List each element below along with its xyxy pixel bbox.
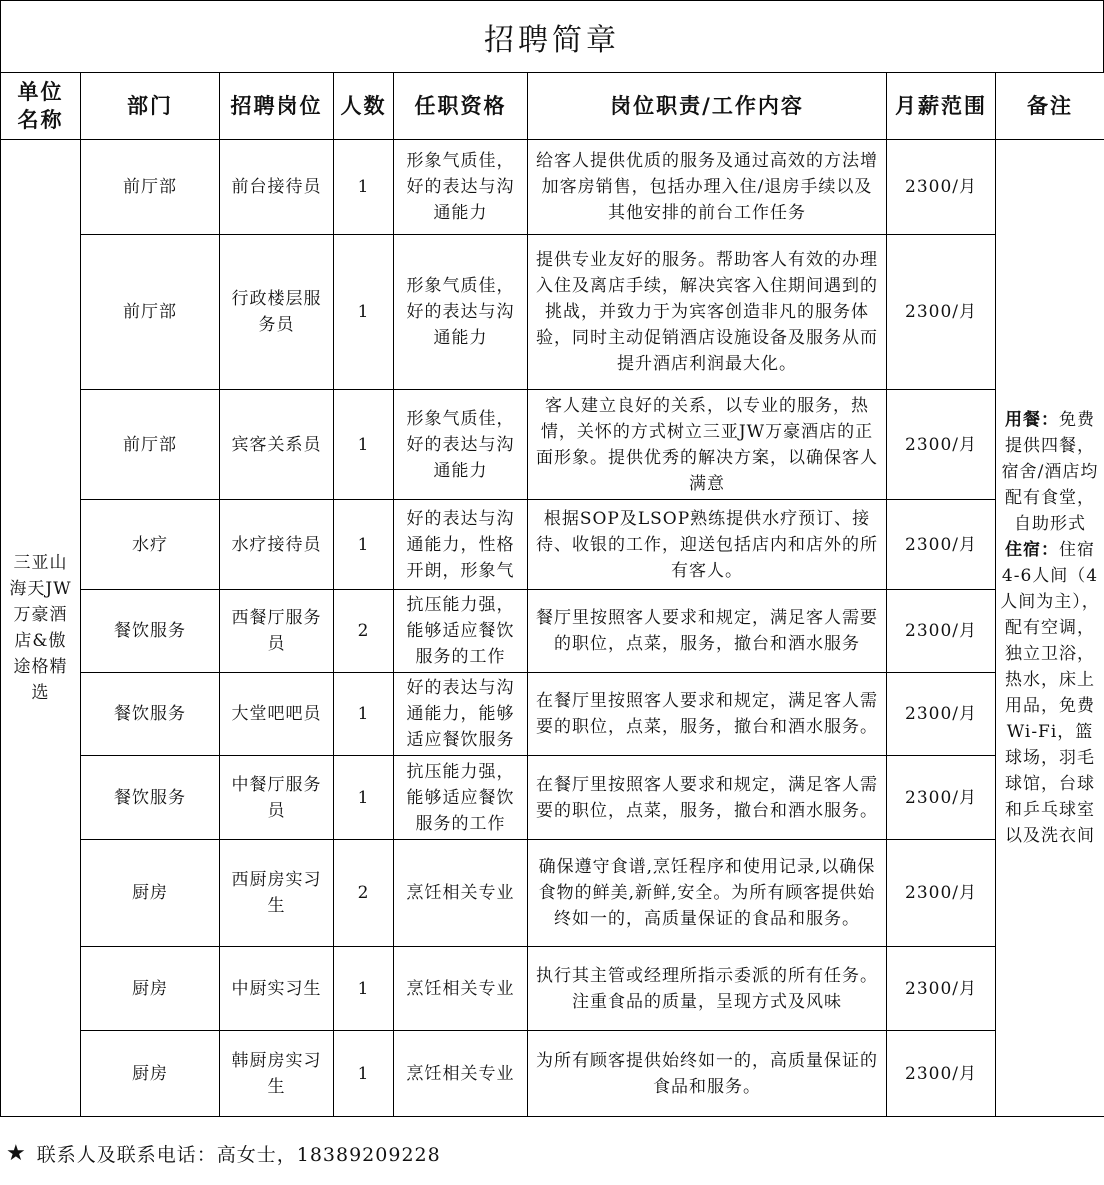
table-row bbox=[1, 947, 1104, 1031]
position-cell: 中厨实习生 bbox=[220, 947, 334, 1031]
job-table bbox=[0, 72, 1104, 1117]
contact-text: 联系人及联系电话：高女士，18389209228 bbox=[36, 1144, 441, 1166]
salary-cell: 2300/月 bbox=[887, 235, 996, 390]
table-row bbox=[1, 500, 1104, 590]
position-cell: 中餐厅服务员 bbox=[220, 756, 334, 840]
table-row bbox=[1, 140, 1104, 235]
position-cell: 大堂吧吧员 bbox=[220, 673, 334, 756]
position-cell: 前台接待员 bbox=[220, 140, 334, 235]
duties-cell: 在餐厅里按照客人要求和规定，满足客人需要的职位，点菜，服务，撤台和酒水服务。 bbox=[528, 673, 887, 756]
table-row bbox=[1, 756, 1104, 840]
notes-cell bbox=[996, 140, 1104, 1117]
header-unit: 单位名称 bbox=[1, 73, 81, 140]
unit-name-cell: 三亚山海天JW万豪酒店&傲途格精选 bbox=[1, 140, 81, 1117]
table-row bbox=[1, 840, 1104, 947]
position-cell: 宾客关系员 bbox=[220, 390, 334, 500]
salary-cell: 2300/月 bbox=[887, 390, 996, 500]
dept-cell: 厨房 bbox=[81, 947, 220, 1031]
salary-cell: 2300/月 bbox=[887, 140, 996, 235]
header-salary: 月薪范围 bbox=[887, 73, 996, 140]
dept-cell: 餐饮服务 bbox=[81, 590, 220, 673]
count-cell: 1 bbox=[334, 947, 394, 1031]
qualification-text: 好的表达与沟通能力，性格开朗，形象气 bbox=[406, 508, 515, 581]
dept-cell: 前厅部 bbox=[81, 140, 220, 235]
dept-cell: 餐饮服务 bbox=[81, 756, 220, 840]
notes-meal-label: 用餐： bbox=[1005, 410, 1059, 430]
salary-cell: 2300/月 bbox=[887, 1031, 996, 1117]
table-row bbox=[1, 673, 1104, 756]
count-cell: 2 bbox=[334, 590, 394, 673]
header-qualification: 任职资格 bbox=[394, 73, 528, 140]
count-cell: 2 bbox=[334, 840, 394, 947]
salary-cell: 2300/月 bbox=[887, 673, 996, 756]
star-icon: ★ bbox=[6, 1141, 27, 1166]
header-dept: 部门 bbox=[81, 73, 220, 140]
count-cell: 1 bbox=[334, 500, 394, 590]
page-title: 招聘简章 bbox=[0, 0, 1104, 72]
position-cell: 水疗接待员 bbox=[220, 500, 334, 590]
dept-cell: 前厅部 bbox=[81, 390, 220, 500]
count-cell: 1 bbox=[334, 673, 394, 756]
qualification-cell: 烹饪相关专业 bbox=[394, 1031, 528, 1117]
contact-footer bbox=[6, 1140, 441, 1167]
qualification-cell: 烹饪相关专业 bbox=[394, 947, 528, 1031]
table-row bbox=[1, 235, 1104, 390]
duties-cell: 在餐厅里按照客人要求和规定，满足客人需要的职位，点菜，服务，撤台和酒水服务。 bbox=[528, 756, 887, 840]
duties-cell: 给客人提供优质的服务及通过高效的方法增加客房销售，包括办理入住/退房手续以及其他安排的前台工作任务 bbox=[528, 140, 887, 235]
salary-cell: 2300/月 bbox=[887, 756, 996, 840]
qualification-cell: 形象气质佳，好的表达与沟通能力 bbox=[394, 390, 528, 500]
count-cell: 1 bbox=[334, 390, 394, 500]
header-row bbox=[1, 73, 1104, 140]
qualification-cell bbox=[394, 500, 528, 590]
qualification-cell: 烹饪相关专业 bbox=[394, 840, 528, 947]
duties-cell: 餐厅里按照客人要求和规定，满足客人需要的职位，点菜，服务，撤台和酒水服务 bbox=[528, 590, 887, 673]
dept-cell: 厨房 bbox=[81, 840, 220, 947]
salary-cell: 2300/月 bbox=[887, 840, 996, 947]
qualification-cell: 抗压能力强，能够适应餐饮服务的工作 bbox=[394, 756, 528, 840]
salary-cell: 2300/月 bbox=[887, 590, 996, 673]
notes-lodging-label: 住宿： bbox=[1005, 540, 1059, 560]
dept-cell: 餐饮服务 bbox=[81, 673, 220, 756]
dept-cell: 厨房 bbox=[81, 1031, 220, 1117]
count-cell: 1 bbox=[334, 235, 394, 390]
table-row bbox=[1, 390, 1104, 500]
dept-cell: 前厅部 bbox=[81, 235, 220, 390]
qualification-cell: 抗压能力强，能够适应餐饮服务的工作 bbox=[394, 590, 528, 673]
count-cell: 1 bbox=[334, 756, 394, 840]
count-cell: 1 bbox=[334, 140, 394, 235]
notes-meal-text: 免费提供四餐，宿舍/酒店均配有食堂，自助形式 bbox=[1001, 410, 1099, 534]
salary-cell: 2300/月 bbox=[887, 500, 996, 590]
duties-cell: 客人建立良好的关系，以专业的服务，热情，关怀的方式树立三亚JW万豪酒店的正面形象。提供优秀的解决方案，以确保客人满意 bbox=[528, 390, 887, 500]
duties-cell: 根据SOP及LSOP熟练提供水疗预订、接待、收银的工作，迎送包括店内和店外的所有客人。 bbox=[528, 500, 887, 590]
header-position: 招聘岗位 bbox=[220, 73, 334, 140]
duties-cell: 执行其主管或经理所指示委派的所有任务。注重食品的质量，呈现方式及风味 bbox=[528, 947, 887, 1031]
table-row bbox=[1, 590, 1104, 673]
header-duties: 岗位职责/工作内容 bbox=[528, 73, 887, 140]
qualification-cell: 好的表达与沟通能力，能够适应餐饮服务 bbox=[394, 673, 528, 756]
duties-cell: 提供专业友好的服务。帮助客人有效的办理入住及离店手续，解决宾客入住期间遇到的挑战，并致力于为宾客创造非凡的服务体验，同时主动促销酒店设施设备及服务从而提升酒店利润最大化。 bbox=[528, 235, 887, 390]
table-row bbox=[1, 1031, 1104, 1117]
position-cell: 西餐厅服务员 bbox=[220, 590, 334, 673]
salary-cell: 2300/月 bbox=[887, 947, 996, 1031]
header-count: 人数 bbox=[334, 73, 394, 140]
dept-cell: 水疗 bbox=[81, 500, 220, 590]
header-notes: 备注 bbox=[996, 73, 1104, 140]
qualification-cell: 形象气质佳，好的表达与沟通能力 bbox=[394, 140, 528, 235]
duties-cell: 确保遵守食谱,烹饪程序和使用记录,以确保食物的鲜美,新鲜,安全。为所有顾客提供始终如一的，高质量保证的食品和服务。 bbox=[528, 840, 887, 947]
position-cell: 韩厨房实习生 bbox=[220, 1031, 334, 1117]
position-cell: 西厨房实习生 bbox=[220, 840, 334, 947]
notes-lodging-text: 住宿4-6人间（4人间为主），配有空调，独立卫浴，热水，床上用品，免费Wi-Fi，篮球场，羽毛球馆，台球和乒乓球室以及洗衣间 bbox=[1000, 540, 1100, 846]
position-cell: 行政楼层服务员 bbox=[220, 235, 334, 390]
qualification-cell: 形象气质佳，好的表达与沟通能力 bbox=[394, 235, 528, 390]
count-cell: 1 bbox=[334, 1031, 394, 1117]
duties-cell: 为所有顾客提供始终如一的，高质量保证的食品和服务。 bbox=[528, 1031, 887, 1117]
